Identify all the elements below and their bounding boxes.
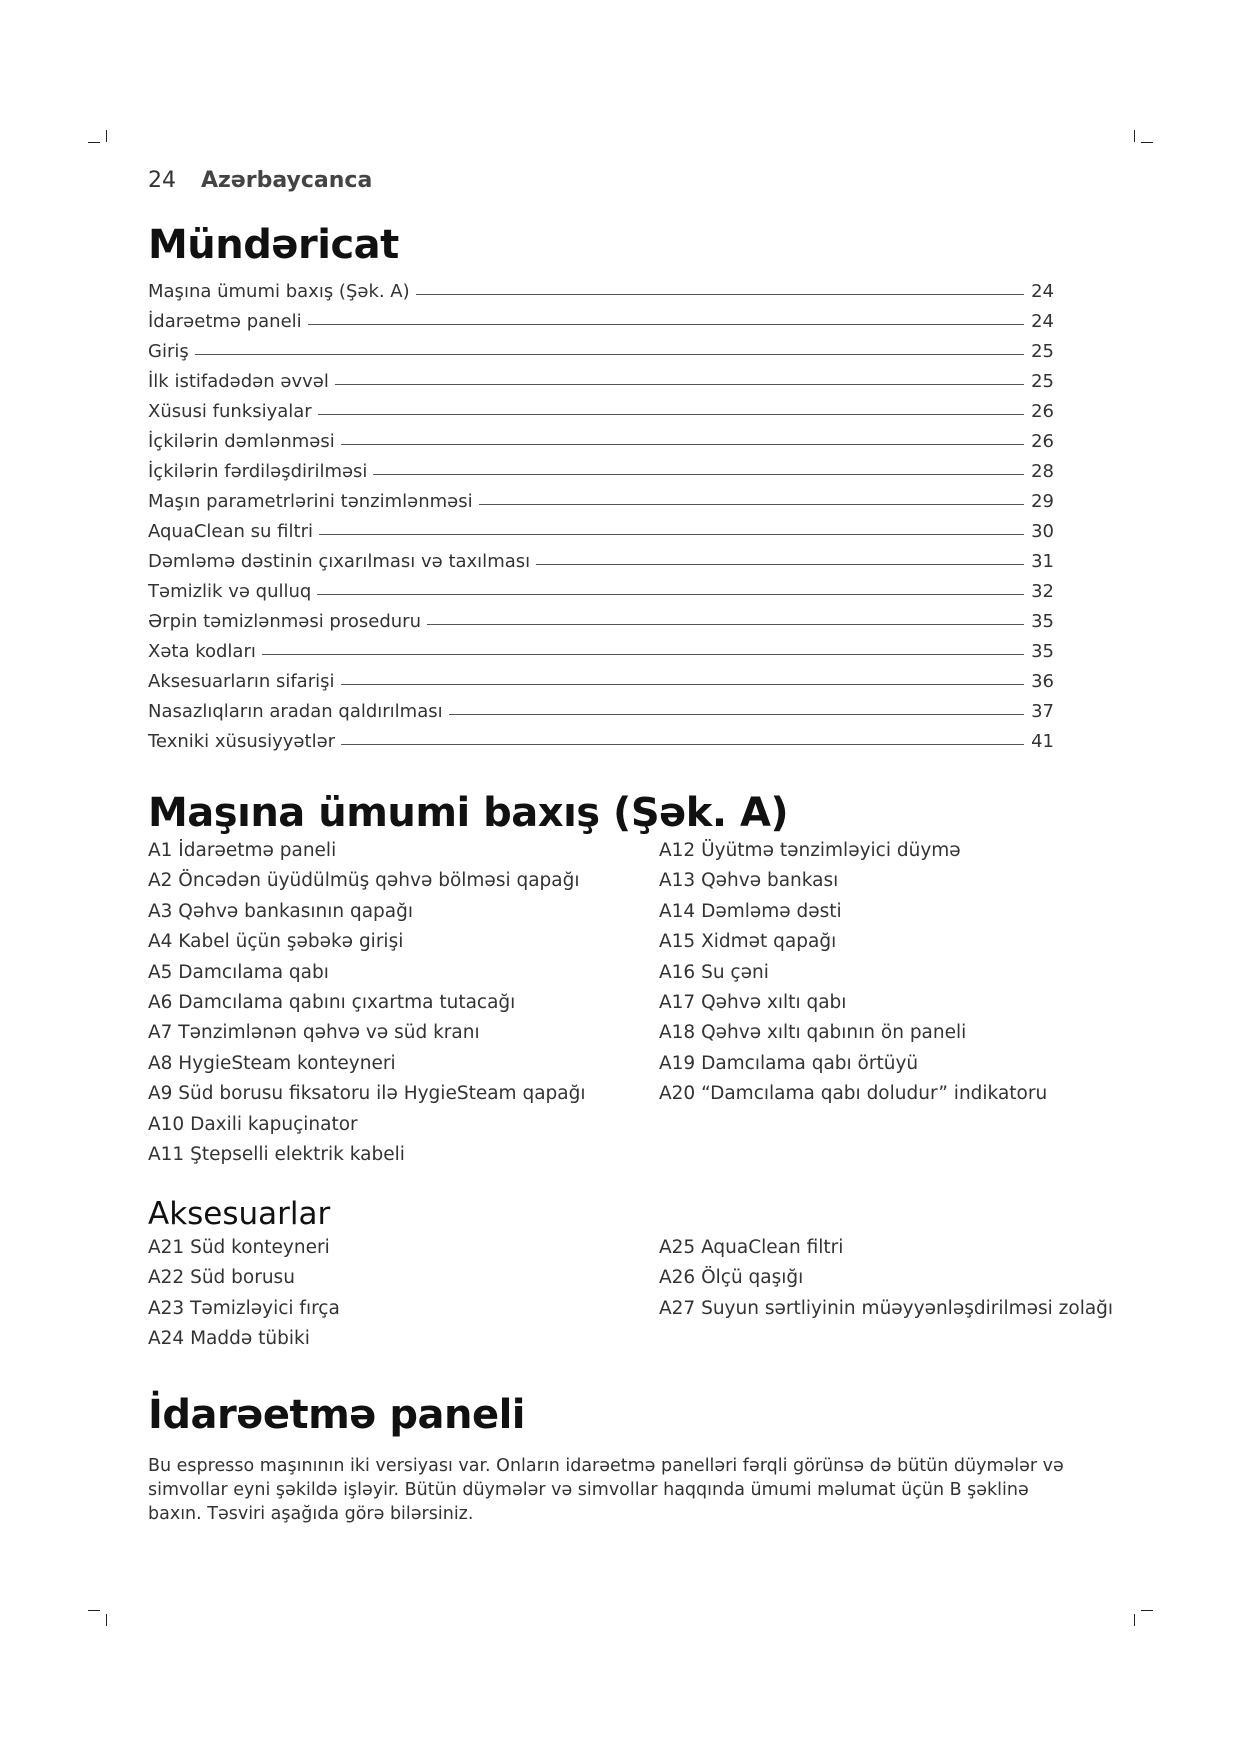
toc-entry-page: 31 — [1031, 551, 1054, 572]
accessories-list-right — [659, 1233, 1113, 1324]
table-of-contents — [148, 272, 1054, 752]
toc-entry — [148, 512, 1054, 542]
toc-entry-page: 35 — [1031, 641, 1054, 662]
list-item: A11 Ştepselli elektrik kabeli — [148, 1143, 405, 1165]
toc-leader-line — [416, 294, 1024, 295]
overview-list-right — [659, 836, 1047, 1110]
toc-leader-line — [335, 384, 1024, 385]
toc-leader-line — [341, 444, 1024, 445]
toc-title: Mündəricat — [148, 222, 399, 268]
toc-entry — [148, 272, 1054, 302]
list-item: A4 Kabel üçün şəbəkə girişi — [148, 931, 404, 953]
list-item: A13 Qəhvə bankası — [659, 870, 839, 892]
language-label: Azərbaycanca — [201, 168, 373, 193]
toc-leader-line — [319, 534, 1024, 535]
list-item: A18 Qəhvə xıltı qabının ön paneli — [659, 1022, 967, 1044]
list-item: A6 Damcılama qabını çıxartma tutacağı — [148, 991, 516, 1013]
list-item: A10 Daxili kapuçinator — [148, 1113, 358, 1135]
list-item: A1 İdarəetmə paneli — [148, 840, 337, 861]
toc-entry — [148, 542, 1054, 572]
toc-entry-label: Dəmləmə dəstinin çıxarılması və taxılması — [148, 551, 531, 572]
toc-entry-page: 30 — [1031, 521, 1054, 542]
toc-entry-label: Giriş — [148, 341, 189, 362]
toc-entry-label: Maşına ümumi baxış (Şək. A) — [148, 281, 410, 302]
list-item: A22 Süd borusu — [148, 1267, 295, 1289]
overview-title: Maşına ümumi baxış (Şək. A) — [148, 790, 789, 836]
accessories-title: Aksesuarlar — [148, 1196, 331, 1232]
toc-entry-label: Aksesuarların sifarişi — [148, 671, 335, 692]
toc-entry — [148, 332, 1054, 362]
list-item: A26 Ölçü qaşığı — [659, 1267, 804, 1289]
list-item: A21 Süd konteyneri — [148, 1237, 330, 1258]
toc-entry — [148, 572, 1054, 602]
list-item: A14 Dəmləmə dəsti — [659, 900, 842, 922]
page-number: 24 — [148, 168, 176, 193]
toc-entry-page: 41 — [1031, 731, 1054, 752]
list-item: A17 Qəhvə xıltı qabı — [659, 991, 847, 1013]
control-panel-paragraph: Bu espresso maşınının iki versiyası var. Onların idarəetmə panelləri fərqli görünsə də bütün düymələr və simvollar eyni şəkildə işləyir. Bütün düymələr və simvollar haqqında ümumi məlumat üçün B şəklinə baxın. Təsviri aşağıda görə bilərsiniz. — [148, 1456, 1064, 1524]
toc-entry-page: 26 — [1031, 431, 1054, 452]
list-item: A16 Su çəni — [659, 961, 769, 983]
toc-leader-line — [308, 324, 1024, 325]
list-item: A27 Suyun sərtliyinin müəyyənləşdirilməsi zolağı — [659, 1297, 1114, 1319]
toc-leader-line — [373, 474, 1024, 475]
toc-entry-page: 25 — [1031, 341, 1054, 362]
toc-leader-line — [427, 624, 1024, 625]
list-item: A2 Öncədən üyüdülmüş qəhvə bölməsi qapağı — [148, 870, 580, 892]
list-item: A23 Təmizləyici fırça — [148, 1297, 340, 1319]
list-item: A7 Tənzimlənən qəhvə və süd kranı — [148, 1022, 480, 1044]
toc-entry-label: Nasazlıqların aradan qaldırılması — [148, 701, 443, 722]
toc-leader-line — [318, 414, 1024, 415]
toc-entry-label: AquaClean su filtri — [148, 521, 313, 542]
toc-entry-page: 25 — [1031, 371, 1054, 392]
toc-entry-label: Xəta kodları — [148, 641, 256, 662]
toc-entry-label: Təmizlik və qulluq — [148, 581, 312, 602]
accessories-list-left — [148, 1233, 340, 1355]
toc-entry-label: Maşın parametrlərini tənzimlənməsi — [148, 491, 473, 512]
toc-entry-page: 29 — [1031, 491, 1054, 512]
toc-entry-label: İdarəetmə paneli — [148, 311, 302, 332]
toc-entry-page: 24 — [1031, 281, 1054, 302]
toc-entry — [148, 392, 1054, 422]
toc-leader-line — [341, 744, 1024, 745]
toc-leader-line — [317, 594, 1024, 595]
page-header — [148, 168, 372, 193]
list-item: A12 Üyütmə tənzimləyici düymə — [659, 840, 961, 861]
toc-entry — [148, 302, 1054, 332]
toc-entry — [148, 482, 1054, 512]
toc-entry-page: 26 — [1031, 401, 1054, 422]
toc-leader-line — [195, 354, 1024, 355]
list-item: A15 Xidmət qapağı — [659, 931, 837, 953]
list-item: A5 Damcılama qabı — [148, 961, 329, 983]
list-item: A19 Damcılama qabı örtüyü — [659, 1052, 919, 1074]
list-item: A3 Qəhvə bankasının qapağı — [148, 900, 414, 922]
toc-leader-line — [479, 504, 1024, 505]
toc-entry-page: 32 — [1031, 581, 1054, 602]
list-item: A25 AquaClean filtri — [659, 1237, 844, 1258]
toc-entry-label: İçkilərin dəmlənməsi — [148, 431, 335, 452]
toc-entry — [148, 422, 1054, 452]
toc-entry-label: Texniki xüsusiyyətlər — [148, 731, 336, 752]
toc-leader-line — [262, 654, 1024, 655]
toc-entry-page: 24 — [1031, 311, 1054, 332]
list-item: A20 “Damcılama qabı doludur” indikatoru — [659, 1083, 1048, 1105]
toc-entry-page: 35 — [1031, 611, 1054, 632]
toc-entry — [148, 662, 1054, 692]
toc-entry-page: 37 — [1031, 701, 1054, 722]
toc-entry — [148, 722, 1054, 752]
toc-entry-page: 28 — [1031, 461, 1054, 482]
toc-entry-label: Xüsusi funksiyalar — [148, 401, 312, 422]
toc-entry-label: İlk istifadədən əvvəl — [148, 371, 329, 392]
toc-entry — [148, 602, 1054, 632]
list-item: A8 HygieSteam konteyneri — [148, 1052, 396, 1074]
overview-list-left — [148, 836, 586, 1170]
toc-leader-line — [449, 714, 1024, 715]
toc-leader-line — [536, 564, 1024, 565]
toc-leader-line — [341, 684, 1025, 685]
toc-entry — [148, 362, 1054, 392]
toc-entry — [148, 692, 1054, 722]
toc-entry — [148, 452, 1054, 482]
control-panel-title: İdarəetmə paneli — [148, 1392, 525, 1438]
list-item: A24 Maddə tübiki — [148, 1328, 310, 1350]
list-item: A9 Süd borusu fiksatoru ilə HygieSteam qapağı — [148, 1083, 586, 1105]
toc-entry-page: 36 — [1031, 671, 1054, 692]
toc-entry-label: İçkilərin fərdiləşdirilməsi — [148, 461, 368, 482]
toc-entry — [148, 632, 1054, 662]
toc-entry-label: Ərpin təmizlənməsi proseduru — [148, 611, 421, 632]
